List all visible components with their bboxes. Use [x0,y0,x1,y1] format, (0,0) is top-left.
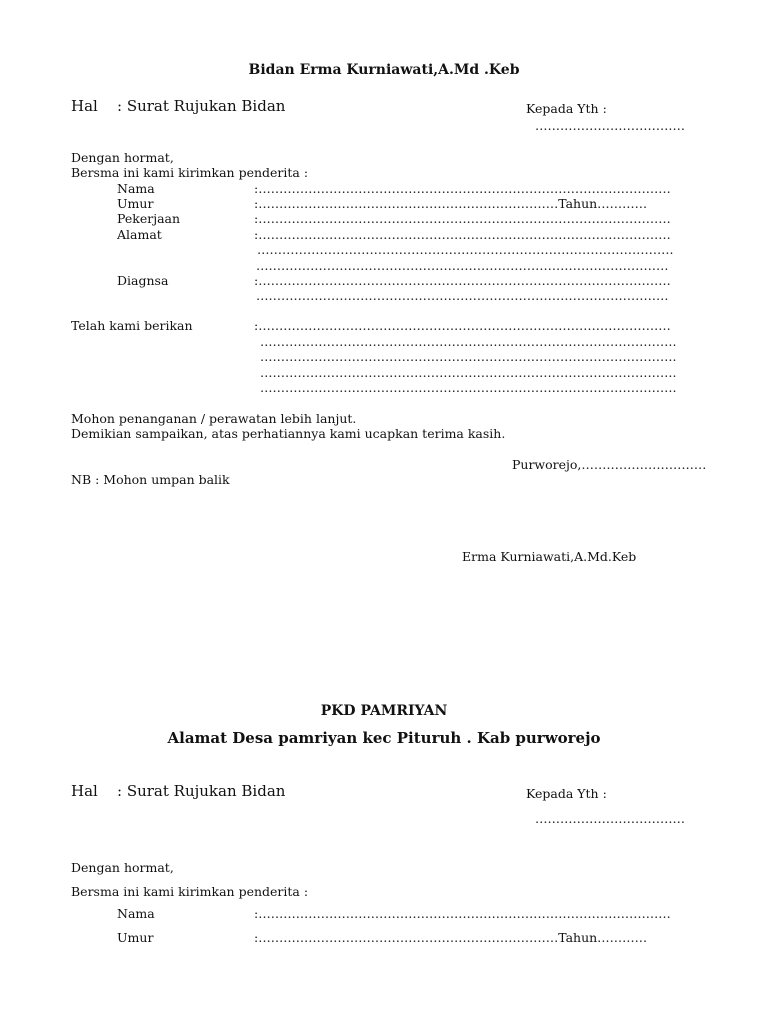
letter1-berikan-line: ………………………………………………………………………………………. [260,365,677,380]
letter2-intro: Bersma ini kami kirimkan penderita : [71,884,309,899]
letter1-field-label: Pekerjaan [117,211,181,226]
letter1-field-label: Umur [117,196,154,211]
letter2-kepada: Kepada Yth : [526,786,607,801]
letter2-greeting: Dengan hormat, [71,860,174,875]
letter1-greeting: Dengan hormat, [71,150,174,165]
letter1-signature: Erma Kurniawati,A.Md.Keb [462,549,637,564]
letter2-address: Alamat Desa pamriyan kec Pituruh . Kab purworejo [167,729,601,747]
letter1-berikan-line: ………………………………………………………………………………………. [260,334,677,349]
letter2-field-value: :………………………………………………………………Tahun………… [254,930,648,945]
letter1-hal-value: : Surat Rujukan Bidan [117,97,286,115]
letter1-field-value: :……………………………………………………………………………………… [254,227,671,242]
letter1-closing-2: Demikian sampaikan, atas perhatiannya kami ucapkan terima kasih. [71,426,506,441]
letter1-field-value: :……………………………………………………………………………………… [254,181,671,196]
letter1-field-value: :……………………………………………………………………………………… [254,211,671,226]
letter1-nb: NB : Mohon umpan balik [71,472,230,487]
letter2-field-label: Umur [117,930,154,945]
letter1-berikan-line: ………………………………………………………………………………………. [260,349,677,364]
letter1-title: Bidan Erma Kurniawati,A.Md .Keb [248,62,520,78]
letter1-place-date: Purworejo,………………………… [512,457,707,472]
letter2-hal-label: Hal [71,782,98,800]
letter1-diagnosa-line: :……………………………………………………………………………………… [254,273,671,288]
letter2-field-value: :……………………………………………………………………………………… [254,906,671,921]
letter1-berikan-line: :……………………………………………………………………………………… [254,318,671,333]
letter1-alamat-line: ……………………………………………………………………………………… [256,258,669,273]
letter1-berikan-line: ………………………………………………………………………………………. [260,380,677,395]
letter1-kepada-dots: ……………………………… [535,118,685,133]
letter2-field-label: Nama [117,906,155,921]
letter1-kepada: Kepada Yth : [526,101,607,116]
letter2-kepada-dots: ……………………………… [535,811,685,826]
letter1-diagnosa-line: ……………………………………………………………………………………… [256,288,669,303]
letter1-hal-label: Hal [71,97,98,115]
letter1-field-label: Nama [117,181,155,196]
letter1-intro: Bersma ini kami kirimkan penderita : [71,165,309,180]
letter2-hal-value: : Surat Rujukan Bidan [117,782,286,800]
letter2-title: PKD PAMRIYAN [320,703,448,719]
letter1-alamat-line: ………………………………………………………………………………………. [257,242,674,257]
letter1-field-value: :………………………………………………………………Tahun………… [254,196,648,211]
letter1-diagnosa-label: Diagnsa [117,273,169,288]
letter1-field-label: Alamat [117,227,162,242]
letter1-closing-1: Mohon penanganan / perawatan lebih lanjut. [71,411,357,426]
letter1-berikan-label: Telah kami berikan [71,318,193,333]
